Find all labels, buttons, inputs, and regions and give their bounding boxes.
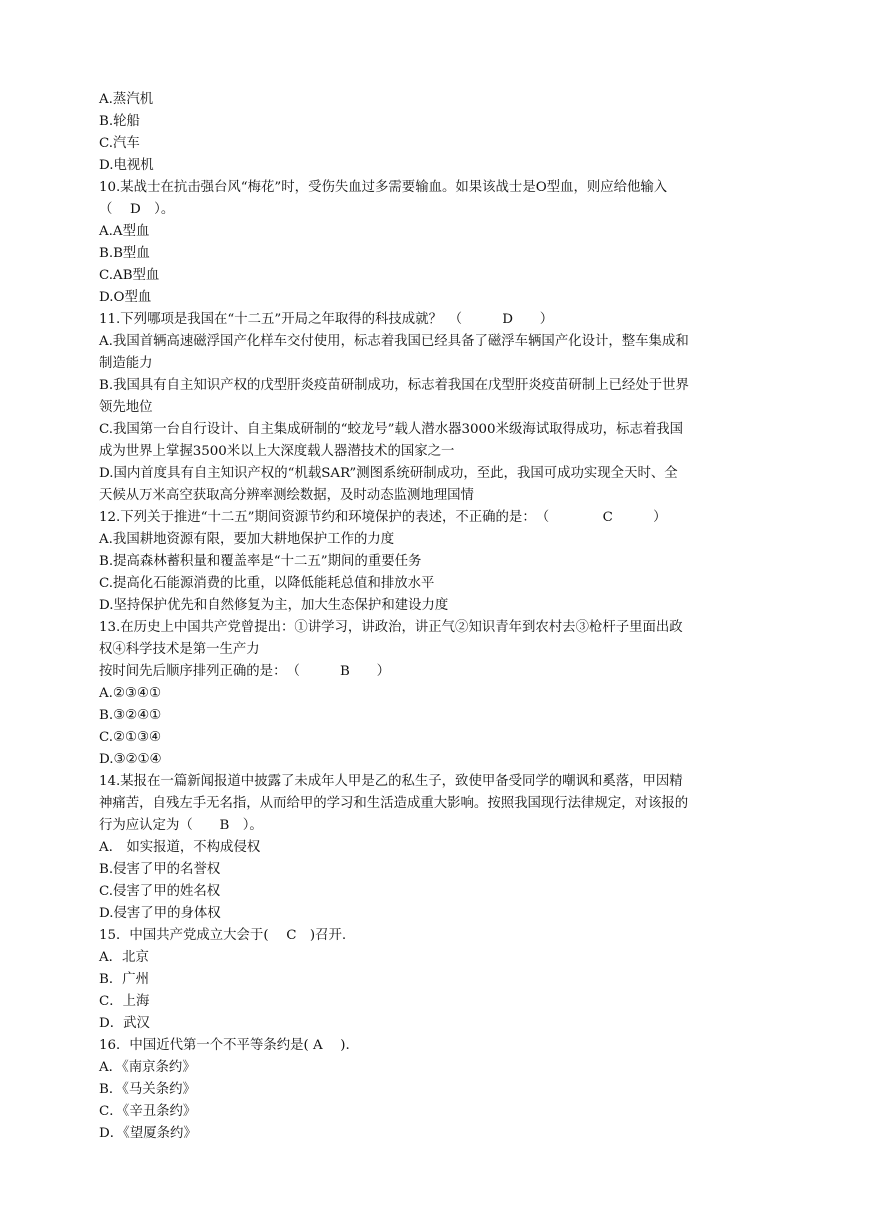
question-stem: 权④科学技术是第一生产力	[99, 642, 260, 657]
option-d: D.侵害了甲的身体权	[99, 906, 221, 921]
question-stem: 10.某战士在抗击强台风“梅花”时，受伤失血过多需要输血。如果该战士是O型血，则应给他输入	[99, 180, 668, 195]
option-b-cont: 领先地位	[99, 400, 153, 415]
option-c: C．上海	[99, 994, 150, 1009]
option-a: A．北京	[99, 950, 149, 965]
option-a: A.我国首辆高速磁浮国产化样车交付使用，标志着我国已经具备了磁浮车辆国产化设计，整车集成和	[99, 334, 689, 349]
question-13	[99, 617, 774, 771]
option-a: A.蒸汽机	[99, 92, 154, 107]
question-stem: 11.下列哪项是我国在“十二五”开局之年取得的科技成就？ （ D ）	[99, 312, 554, 327]
option-c-cont: 成为世界上掌握3500米以上大深度载人器潜技术的国家之一	[99, 444, 455, 459]
question-11	[99, 309, 774, 507]
option-c: C.②①③④	[99, 730, 162, 745]
option-b: B.我国具有自主知识产权的戊型肝炎疫苗研制成功，标志着我国在戊型肝炎疫苗研制上已经处于世界	[99, 378, 689, 393]
option-d: D．《望厦条约》	[99, 1126, 197, 1141]
question-stem: 13.在历史上中国共产党曾提出：①讲学习，讲政治，讲正气②知识青年到农村去③枪杆子里面出政	[99, 620, 683, 635]
question-14	[99, 771, 774, 925]
option-a: A.②③④①	[99, 686, 161, 701]
option-b: B．《马关条约》	[99, 1082, 196, 1097]
option-c: C.汽车	[99, 136, 140, 151]
option-c: C.侵害了甲的姓名权	[99, 884, 221, 899]
option-d: D.国内首度具有自主知识产权的“机载SAR”测图系统研制成功，至此，我国可成功实现全天时、全	[99, 466, 678, 481]
question-stem: 14.某报在一篇新闻报道中披露了未成年人甲是乙的私生子，致使甲备受同学的嘲讽和奚落，甲因精	[99, 774, 683, 789]
option-d: D.电视机	[99, 158, 154, 173]
option-c: C.提高化石能源消费的比重，以降低能耗总值和排放水平	[99, 576, 435, 591]
question-15	[99, 925, 774, 1035]
option-a: A．《南京条约》	[99, 1060, 196, 1075]
option-d: D.O型血	[99, 290, 152, 305]
option-d: D.③②①④	[99, 752, 162, 767]
option-b: B.③②④①	[99, 708, 162, 723]
question-stem: 16．中国近代第一个不平等条约是( A ).	[99, 1038, 350, 1053]
option-d: D.坚持保护优先和自然修复为主，加大生态保护和建设力度	[99, 598, 449, 613]
question-12	[99, 507, 774, 617]
question-stem: 15．中国共产党成立大会于( C )召开.	[99, 928, 347, 943]
option-b: B.轮船	[99, 114, 140, 129]
option-b: B.提高森林蓄积量和覆盖率是“十二五”期间的重要任务	[99, 554, 422, 569]
question-10	[99, 177, 774, 309]
exam-page	[99, 89, 774, 1145]
option-b: B．广州	[99, 972, 150, 987]
option-d: D．武汉	[99, 1016, 150, 1031]
option-c: C.我国第一台自行设计、自主集成研制的“蛟龙号”载人潜水器3000米级海试取得成功，标志着我国	[99, 422, 684, 437]
question-stem: 神痛苦，自残左手无名指，从而给甲的学习和生活造成重大影响。按照我国现行法律规定，对该报的	[99, 796, 689, 811]
option-c: C.AB型血	[99, 268, 160, 283]
option-a: A.我国耕地资源有限，要加大耕地保护工作的力度	[99, 532, 395, 547]
option-b: B.B型血	[99, 246, 150, 261]
option-a: A.A型血	[99, 224, 150, 239]
question-stem: 12.下列关于推进“十二五”期间资源节约和环境保护的表述，不正确的是： （ C ）	[99, 510, 667, 525]
question-stem: 按时间先后顺序排列正确的是： （ B ）	[99, 664, 391, 679]
question-stem: 行为应认定为（ B ）。	[99, 818, 263, 833]
option-c: C．《辛丑条约》	[99, 1104, 197, 1119]
option-a: A. 如实报道，不构成侵权	[99, 840, 261, 855]
question-stem: （ D ）。	[99, 202, 175, 217]
option-b: B.侵害了甲的名誉权	[99, 862, 221, 877]
option-a-cont: 制造能力	[99, 356, 153, 371]
question-16	[99, 1035, 774, 1145]
option-d-cont: 天候从万米高空获取高分辨率测绘数据，及时动态监测地理国情	[99, 488, 474, 503]
question-9	[99, 89, 774, 177]
